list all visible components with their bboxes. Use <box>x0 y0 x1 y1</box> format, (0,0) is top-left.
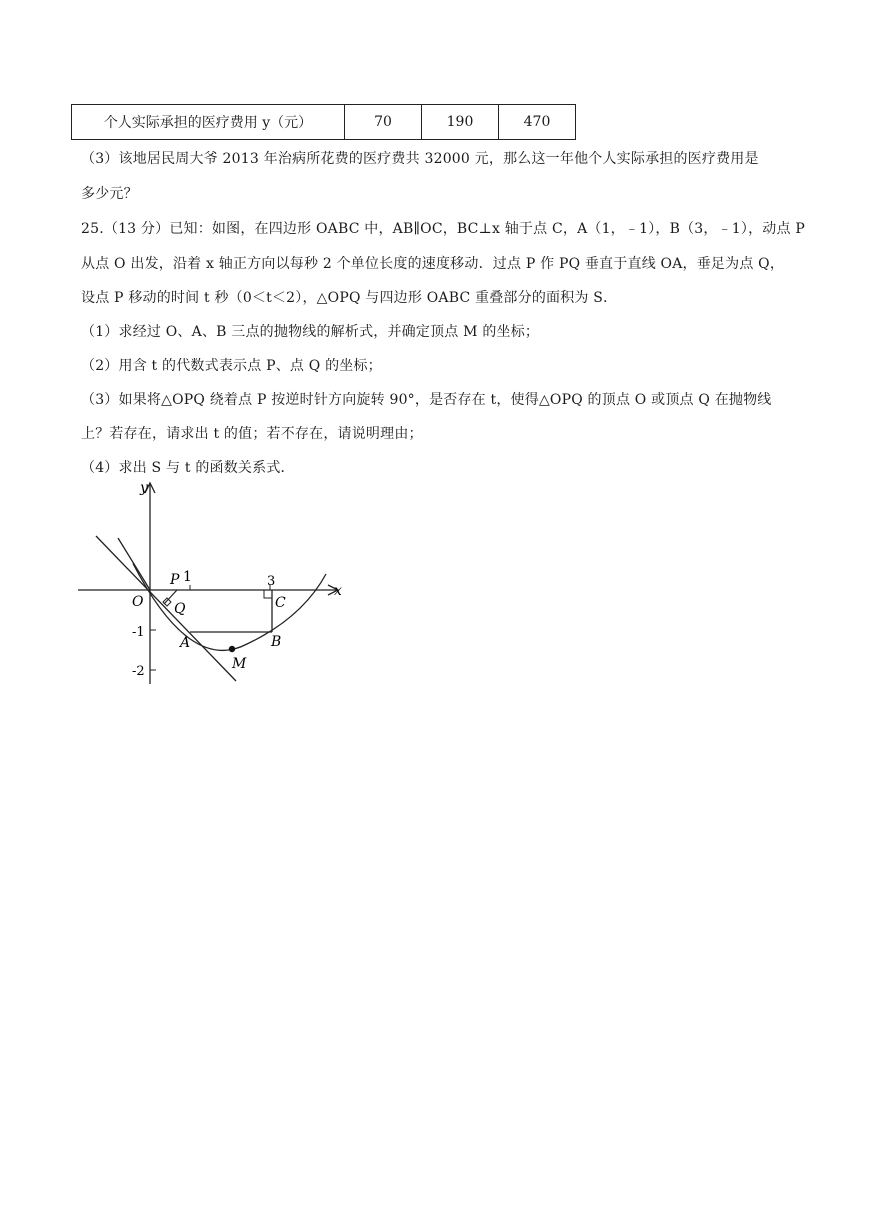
table-cell: 190 <box>422 105 499 140</box>
table-cell: 470 <box>499 105 576 140</box>
vertex-m-label: M <box>232 656 247 672</box>
problem-25-sub-3-line-2: 上？若存在，请求出 t 的值；若不存在，请说明理由； <box>81 426 423 442</box>
table-row-label: 个人实际承担的医疗费用 y（元） <box>72 105 345 140</box>
tick-3-label: 3 <box>267 574 276 589</box>
point-b-label: B <box>271 634 282 650</box>
parabola-figure <box>70 478 360 688</box>
question-3-line-2: 多少元？ <box>81 186 138 202</box>
problem-25-line-3: 设点 P 移动的时间 t 秒（0＜t＜2），△OPQ 与四边形 OABC 重叠部分的面积为 S． <box>81 290 618 306</box>
point-c-label: C <box>275 595 286 611</box>
problem-25-sub-3-line-1: （3）如果将△OPQ 绕着点 P 按逆时针方向旋转 90°，是否存在 t，使得△OPQ 的顶点 O 或顶点 Q 在抛物线 <box>81 392 772 408</box>
parabola-curve <box>133 564 326 651</box>
point-a-label: A <box>180 635 191 651</box>
problem-25-sub-1: （1）求经过 O、A、B 三点的抛物线的解析式，并确定顶点 M 的坐标； <box>81 324 540 340</box>
problem-25-sub-4: （4）求出 S 与 t 的函数关系式． <box>81 460 295 476</box>
table-row <box>72 105 576 140</box>
right-angle-c <box>264 590 272 598</box>
point-p-label: P <box>170 572 180 588</box>
medical-cost-table <box>71 104 576 140</box>
tick-neg1-label: -1 <box>132 625 145 640</box>
right-angle-q <box>163 598 171 606</box>
tick-1-label: 1 <box>183 569 192 585</box>
line-oa <box>96 536 236 681</box>
table-cell: 70 <box>345 105 422 140</box>
point-q-label: Q <box>174 601 186 617</box>
question-3-line-1: （3）该地居民周大爷 2013 年治病所花费的医疗费共 32000 元，那么这一年他个人实际承担的医疗费用是 <box>81 151 759 167</box>
tick-neg2-label: -2 <box>132 664 145 679</box>
x-axis-label: x <box>334 583 342 599</box>
vertex-m-dot <box>229 646 235 652</box>
problem-25-sub-2: （2）用含 t 的代数式表示点 P、点 Q 的坐标； <box>81 358 382 374</box>
problem-25-line-2: 从点 O 出发，沿着 x 轴正方向以每秒 2 个单位长度的速度移动．过点 P 作 PQ 垂直于直线 OA，垂足为点 Q， <box>81 256 785 272</box>
y-axis-label: y <box>140 480 148 496</box>
problem-25-line-1: 25.（13 分）已知：如图，在四边形 OABC 中，AB∥OC，BC⊥x 轴于点 C，A（1，﹣1），B（3，﹣1），动点 P <box>81 221 805 237</box>
origin-label: O <box>132 594 144 610</box>
